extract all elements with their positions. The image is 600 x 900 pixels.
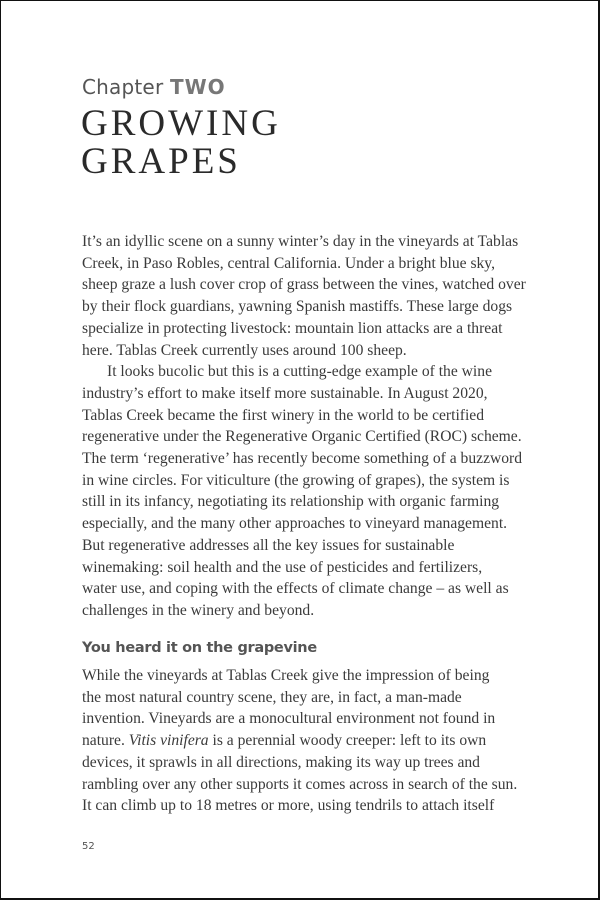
section-heading: You heard it on the grapevine [82,640,317,656]
grapevine-section [82,665,562,817]
text-line: sheep graze a lush cover crop of grass between the vines, watched over [82,276,526,294]
text-line: water use, and coping with the effects of climate change – as well as [82,580,509,598]
text-line: here. Tablas Creek currently uses around 100 sheep. [82,341,407,359]
chapter-title-line-1: GROWING [81,103,281,144]
paragraph-1 [82,231,562,361]
chapter-number: TWO [169,75,226,99]
chapter-label [82,75,226,99]
chapter-title-line-2: GRAPES [81,141,241,182]
text-line: challenges in the winery and beyond. [82,601,315,619]
text-line: It looks bucolic but this is a cutting-edge example of the wine [107,363,492,381]
text-line: the most natural country scene, they are, in fact, a man-made [82,688,462,706]
intro-section [82,231,562,622]
page-number: 52 [82,841,95,852]
text-line: specialize in protecting livestock: mountain lion attacks are a threat [82,319,503,337]
text-line: winemaking: soil health and the use of pesticides and fertilizers, [82,558,483,576]
text-line: While the vineyards at Tablas Creek give the impression of being [82,667,490,684]
text-line: still in its infancy, negotiating its relationship with organic farming [82,493,500,511]
paragraph-3 [82,665,562,817]
text-line: Tablas Creek became the first winery in the world to be certified [82,406,485,424]
paragraph-2 [82,361,562,621]
text-line: devices, it sprawls in all directions, making its way up trees and [82,753,480,771]
text-line: in wine circles. For viticulture (the growing of grapes), the system is [82,471,510,489]
text-line: But regenerative addresses all the key issues for sustainable [82,536,455,554]
text-line: The term ‘regenerative’ has recently become something of a buzzword [82,450,523,468]
text-line: invention. Vineyards are a monocultural environment not found in [82,710,496,728]
text-line: by their flock guardians, yawning Spanish mastiffs. These large dogs [82,298,513,316]
chapter-title [81,105,281,181]
text-line-with-italic [82,730,562,752]
species-name: Vitis vinifera [128,732,209,750]
text-line: rambling over any other supports it comes across in search of the sun. [82,775,518,793]
text-line: regenerative under the Regenerative Organic Certified (ROC) scheme. [82,428,522,446]
text-fragment: nature. [82,732,129,750]
chapter-label-prefix: Chapter [82,75,164,99]
text-line: especially, and the many other approaches to vineyard management. [82,515,508,533]
text-line: industry’s effort to make itself more sustainable. In August 2020, [82,384,488,402]
text-fragment: is a perennial woody creeper: left to its own [208,732,487,750]
text-line: It’s an idyllic scene on a sunny winter’s day in the vineyards at Tablas [82,233,519,250]
text-line: Creek, in Paso Robles, central California. Under a bright blue sky, [82,254,495,272]
text-line: It can climb up to 18 metres or more, using tendrils to attach itself [82,797,495,815]
